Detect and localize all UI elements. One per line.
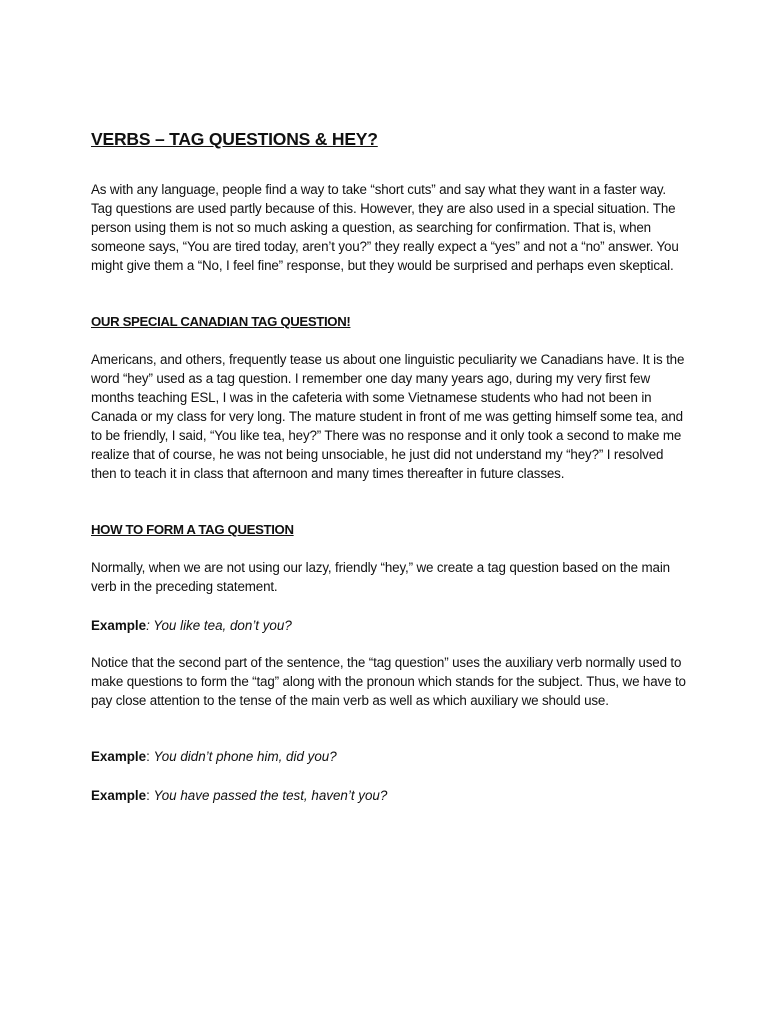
section-heading-canadian-tag: OUR SPECIAL CANADIAN TAG QUESTION! — [91, 314, 351, 329]
example-2 — [91, 747, 337, 766]
example-label: Example — [91, 618, 147, 633]
canadian-tag-paragraph: Americans, and others, frequently tease us about one linguistic peculiarity we Canadians have. It is the word “hey” used as a tag question. I remember one day many years ago, during my very first few months teaching ESL, I was in the cafeteria with some Vietnamese students who had not been in Canada or my class for very long. The mature student in front of me was getting himself some tea, and to be friendly, I said, “You like tea, hey?” There was no response and it only took a second to make me realize that of course, he was not being unsociable, he just did not understand my “hey?” I resolved then to teach it in class that afternoon and many times thereafter in future classes. — [91, 352, 685, 481]
example-text: You have passed the test, haven’t you? — [153, 788, 388, 803]
example-label: Example — [91, 788, 147, 803]
example-separator: : — [146, 788, 154, 803]
example-text: You didn’t phone him, did you? — [153, 749, 337, 764]
intro-paragraph: As with any language, people find a way to take “short cuts” and say what they want in a faster way. Tag questions are used partly because of this. However, they are also used in a special situation. The person using them is not so much asking a question, as searching for confirmation. That is, when someone says, “You are tired today, aren’t you?” they really expect a “yes” and not a “no” answer. You might give them a “No, I feel fine” response, but they would be surprised and perhaps even skeptical. — [91, 182, 679, 273]
example-label: Example — [91, 749, 147, 764]
example-separator: : — [146, 749, 154, 764]
example-separator: : — [146, 618, 154, 633]
example-1 — [91, 616, 292, 635]
auxiliary-paragraph: Notice that the second part of the sentence, the “tag question” uses the auxiliary verb normally used to make questions to form the “tag” along with the pronoun which stands for the subject. Thus, we have to pay close attention to the tense of the main verb as well as which auxiliary we should use. — [91, 655, 686, 708]
example-text: You like tea, don’t you? — [153, 618, 292, 633]
section-heading-how-to-form: HOW TO FORM A TAG QUESTION — [91, 522, 294, 537]
page-title: VERBS – TAG QUESTIONS & HEY? — [91, 129, 378, 149]
how-to-form-paragraph: Normally, when we are not using our lazy, friendly “hey,” we create a tag question based on the main verb in the preceding statement. — [91, 560, 670, 594]
example-3 — [91, 786, 387, 805]
